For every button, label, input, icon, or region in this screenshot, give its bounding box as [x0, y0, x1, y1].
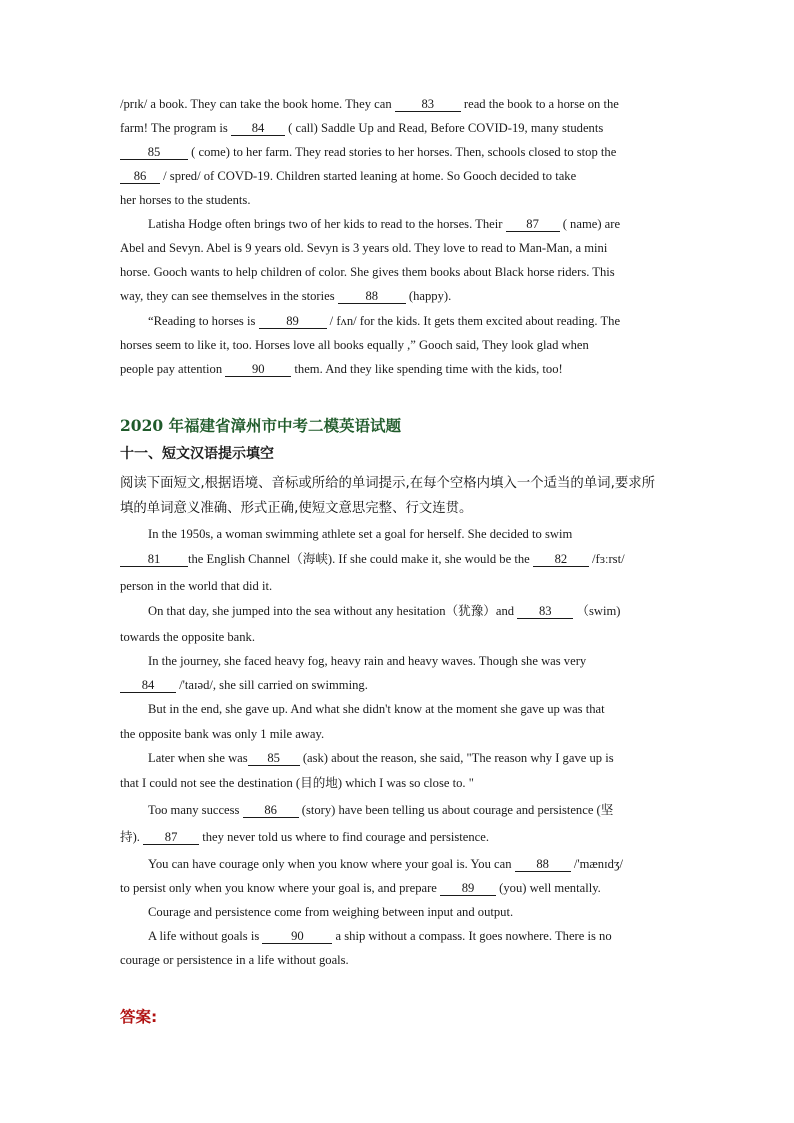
blank-81[interactable]: 81: [120, 552, 188, 567]
blank-87-b[interactable]: 87: [143, 830, 199, 845]
passage1-line-4: 86 / spred/ of COVD-19. Children started leaning at home. So Gooch decided to take: [120, 168, 576, 184]
passage2-line-2: 81 the English Channel（海峡). If she could make it, she would be the 82 /fɜːrst/: [120, 551, 625, 567]
blank-83[interactable]: 83: [395, 97, 461, 112]
blank-86[interactable]: 86: [120, 169, 160, 184]
blank-84[interactable]: 84: [231, 121, 285, 136]
exam-title: 2020 年福建省漳州市中考二模英语试题: [120, 416, 402, 435]
passage1-line-6: Latisha Hodge often brings two of her kids to read to the horses. Their 87 ( name) are: [148, 217, 621, 231]
passage2-line-3: person in the world that did it.: [120, 579, 273, 593]
blank-89[interactable]: 89: [259, 314, 327, 329]
blank-90[interactable]: 90: [225, 362, 291, 377]
passage2-line-1: In the 1950s, a woman swimming athlete set a goal for herself. She decided to swim: [148, 527, 573, 541]
passage1-line-3: 85 ( come) to her farm. They read stories to her horses. Then, schools closed to stop the: [120, 144, 616, 160]
passage2-line-9: the opposite bank was only 1 mile away.: [120, 727, 325, 741]
passage1-line-1: /prɪk/ a book. They can take the book home. They can 83 read the book to a horse on the: [120, 97, 619, 111]
passage1-line-5: her horses to the students.: [120, 193, 251, 207]
answer-heading: 答案:: [120, 1008, 158, 1026]
section-heading: 十一、短文汉语提示填空: [120, 446, 274, 462]
blank-88-b[interactable]: 88: [515, 857, 571, 872]
passage2-line-14: You can have courage only when you know where your goal is. You can 88 /'mænɪdʒ/: [148, 857, 623, 871]
passage2-line-16: Courage and persistence come from weighing between input and output.: [148, 905, 514, 919]
passage2-line-10: Later when she was 85 (ask) about the reason, she said, "The reason why I gave up is: [148, 751, 614, 765]
passage2-line-8: But in the end, she gave up. And what she didn't know at the moment she gave up was that: [148, 702, 605, 716]
instruction-line-2: 填的单词意义准确、形式正确,使短文意思完整、行文连贯。: [120, 501, 473, 516]
passage2-line-13: 持). 87 they never told us where to find courage and persistence.: [120, 830, 489, 844]
passage2-line-5: towards the opposite bank.: [120, 630, 256, 644]
blank-86-b[interactable]: 86: [243, 803, 299, 818]
blank-90-b[interactable]: 90: [262, 929, 332, 944]
passage2-line-4: On that day, she jumped into the sea without any hesitation（犹豫）and 83 （swim): [148, 604, 621, 618]
passage1-line-8: horse. Gooch wants to help children of color. She gives them books about Black horse riders. This: [120, 265, 615, 279]
blank-89-b[interactable]: 89: [440, 881, 496, 896]
passage2-line-6: In the journey, she faced heavy fog, heavy rain and heavy waves. Though she was very: [148, 654, 587, 668]
passage1-line-2: farm! The program is 84 ( call) Saddle Up and Read, Before COVID-19, many students: [120, 121, 604, 135]
passage1-line-9: way, they can see themselves in the stories 88 (happy).: [120, 289, 452, 303]
passage1-line-12: people pay attention 90 them. And they like spending time with the kids, too!: [120, 362, 563, 376]
blank-85[interactable]: 85: [120, 145, 188, 160]
blank-83-b[interactable]: 83: [517, 604, 573, 619]
blank-82[interactable]: 82: [533, 552, 589, 567]
passage1-line-7: Abel and Sevyn. Abel is 9 years old. Sevyn is 3 years old. They love to read to Man-Man, a mini: [120, 241, 608, 255]
passage2-line-11: that I could not see the destination (目的地) which I was so close to. ": [120, 776, 474, 790]
blank-87[interactable]: 87: [506, 217, 560, 232]
passage2-line-18: courage or persistence in a life without goals.: [120, 953, 349, 967]
passage2-line-17: A life without goals is 90 a ship without a compass. It goes nowhere. There is no: [148, 929, 612, 943]
blank-84-b[interactable]: 84: [120, 678, 176, 693]
blank-88[interactable]: 88: [338, 289, 406, 304]
passage2-line-7: 84 /'taɪəd/, she sill carried on swimming.: [120, 677, 368, 693]
blank-85-b[interactable]: 85: [248, 751, 300, 766]
passage2-line-12: Too many success 86 (story) have been telling us about courage and persistence (坚: [148, 803, 614, 817]
passage1-line-10: “Reading to horses is 89 / fʌn/ for the kids. It gets them excited about reading. The: [148, 314, 621, 328]
passage2-line-15: to persist only when you know where your goal is, and prepare 89 (you) well mentally.: [120, 881, 601, 895]
passage1-line-11: horses seem to like it, too. Horses love all books equally ,” Gooch said, They look glad when: [120, 338, 589, 352]
instruction-line-1: 阅读下面短文,根据语境、音标或所给的单词提示,在每个空格内填入一个适当的单词,要求所: [120, 476, 656, 491]
